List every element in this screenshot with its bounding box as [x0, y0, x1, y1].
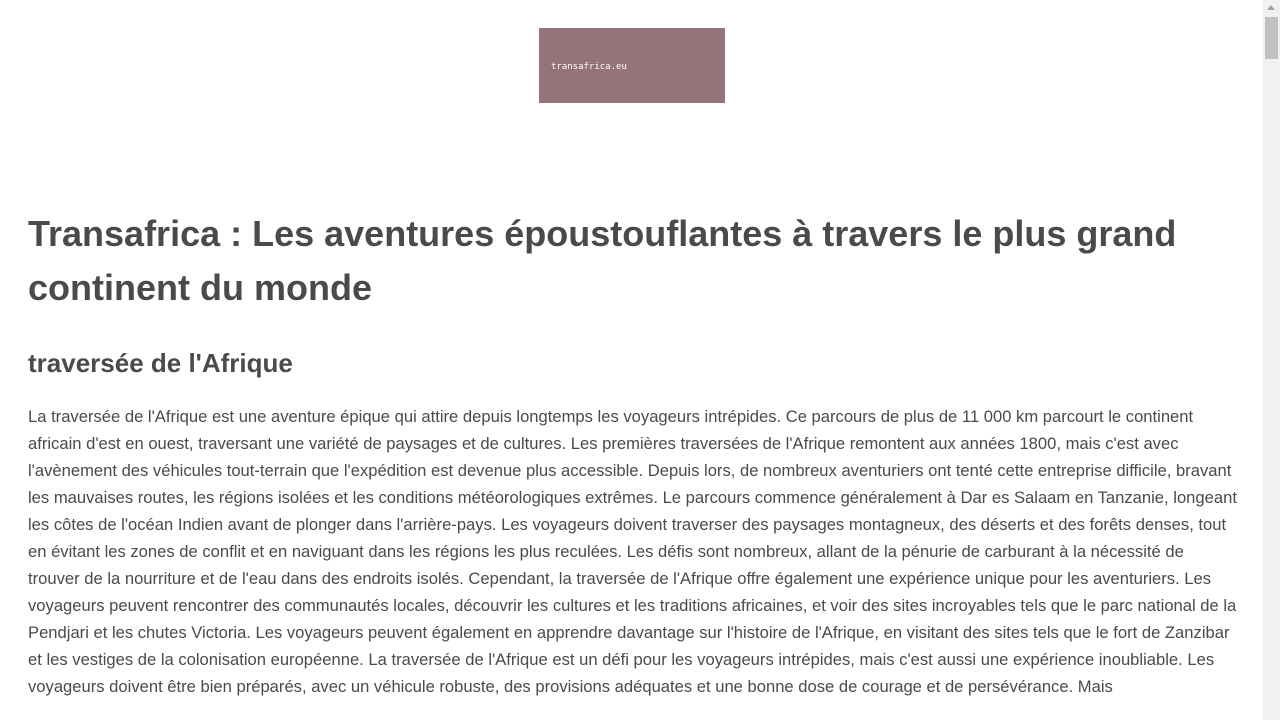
section-heading: traversée de l'Afrique	[28, 348, 293, 378]
scroll-up-arrow-icon[interactable]	[1267, 5, 1275, 10]
site-logo[interactable]	[539, 28, 725, 103]
article-paragraph: La traversée de l'Afrique est une aventure épique qui attire depuis longtemps les voyageurs intrépides. Ce parcours de plus de 11 000 km parcourt le continent africain d'est en ouest, traversant une variété de paysages et de cultures. Les premières traversées de l'Afrique remontent aux années 1800, mais c'est avec l'avènement des véhicules tout-terrain que l'expédition est devenue plus accessible. Depuis lors, de nombreux aventuriers ont tenté cette entreprise difficile, bravant les mauvaises routes, les régions isolées et les conditions météorologiques extrêmes. Le parcours commence généralement à Dar es Salaam en Tanzanie, longeant les côtes de l'océan Indien avant de plonger dans l'arrière-pays. Les voyageurs doivent traverser des paysages montagneux, des déserts et des forêts denses, tout en évitant les zones de conflit et en naviguant dans les régions les plus reculées. Les défis sont nombreux, allant de la pénurie de carburant à la nécessité de trouver de la nourriture et de l'eau dans des endroits isolés. Cependant, la traversée de l'Afrique offre également une expérience unique pour les aventuriers. Les voyageurs peuvent rencontrer des communautés locales, découvrir les cultures et les traditions africaines, et voir des sites incroyables tels que le parc national de la Pendjari et les chutes Victoria. Les voyageurs peuvent également en apprendre davantage sur l'histoire de l'Afrique, en visitant des sites tels que le fort de Zanzibar et les vestiges de la colonisation européenne. La traversée de l'Afrique est un défi pour les voyageurs intrépides, mais c'est aussi une expérience inoubliable. Les voyageurs doivent être bien préparés, avec un véhicule robuste, des provisions adéquates et une bonne dose de courage et de persévérance. Mais	[28, 407, 1237, 696]
vertical-scrollbar[interactable]	[1263, 0, 1280, 720]
article-title: Transafrica : Les aventures époustouflantes à travers le plus grand continent du monde	[28, 213, 1177, 308]
site-logo-text: transafrica.eu	[551, 62, 627, 72]
article-content	[28, 207, 1238, 700]
scrollbar-thumb[interactable]	[1265, 17, 1278, 59]
